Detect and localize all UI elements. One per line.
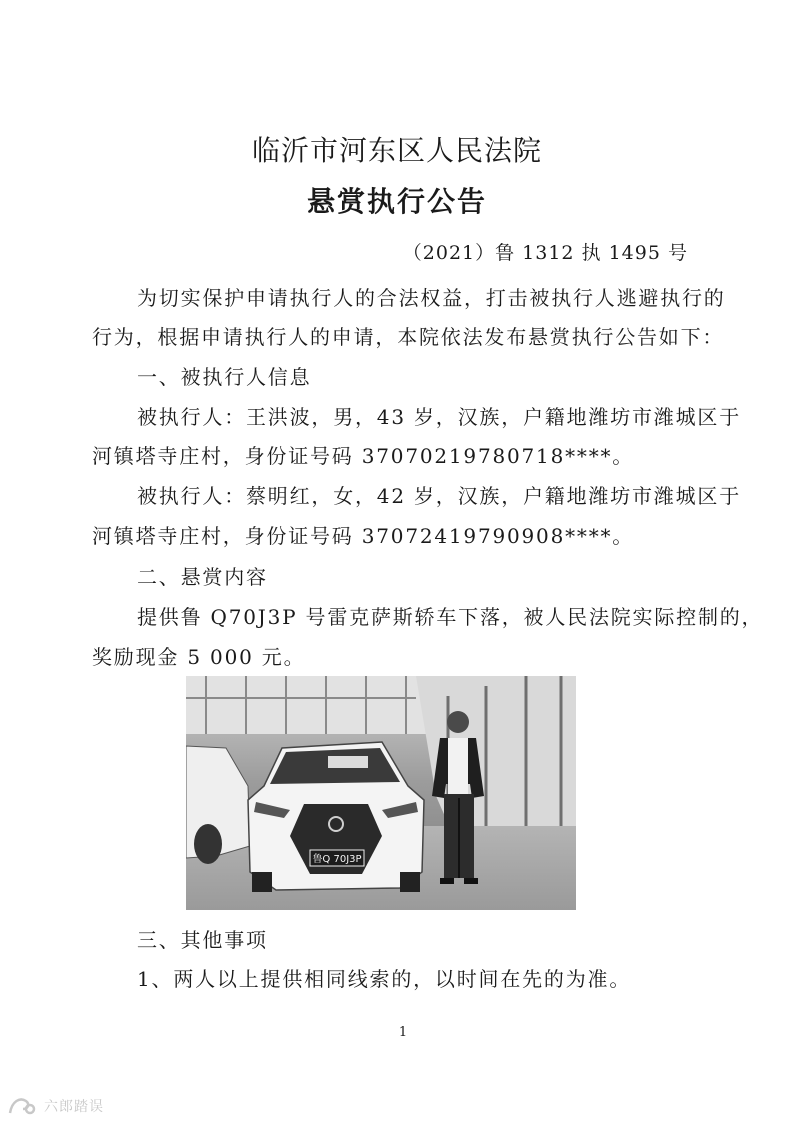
other-item-1: 1、两人以上提供相同线索的，以时间在先的为准。: [137, 967, 632, 991]
watermark-text: 六郎踏误: [44, 1099, 104, 1115]
watermark-logo-icon: [6, 1095, 38, 1117]
reward-line-1: 提供鲁 Q70J3P 号雷克萨斯轿车下落，被人民法院实际控制的，: [137, 605, 764, 629]
watermark: [6, 1094, 104, 1118]
notice-title: 悬赏执行公告: [306, 185, 487, 218]
license-plate: 鲁Q 70J3P: [312, 854, 362, 865]
court-name: 临沂市河东区人民法院: [251, 134, 542, 167]
car-photo: [186, 676, 576, 910]
debtor-2-line-2: 河镇塔寺庄村，身份证号码 37072419790908****。: [92, 524, 635, 548]
section-heading-debtor-info: 一、被执行人信息: [137, 365, 312, 389]
page-number: 1: [398, 1025, 408, 1040]
debtor-1-line-2: 河镇塔寺庄村，身份证号码 37070219780718****。: [92, 444, 635, 468]
debtor-1-line-1: 被执行人：王洪波，男，43 岁，汉族，户籍地潍坊市潍城区于: [137, 405, 742, 429]
section-heading-other: 三、其他事项: [137, 928, 268, 952]
intro-line-2: 行为，根据申请执行人的申请，本院依法发布悬赏执行公告如下：: [92, 325, 725, 349]
section-heading-reward: 二、悬赏内容: [137, 565, 268, 589]
intro-line-1: 为切实保护申请执行人的合法权益，打击被执行人逃避执行的: [137, 286, 726, 310]
debtor-2-line-1: 被执行人：蔡明红，女，42 岁，汉族，户籍地潍坊市潍城区于: [137, 484, 742, 508]
case-number: （2021）鲁 1312 执 1495 号: [402, 242, 688, 264]
reward-line-2: 奖励现金 5 000 元。: [92, 645, 306, 669]
